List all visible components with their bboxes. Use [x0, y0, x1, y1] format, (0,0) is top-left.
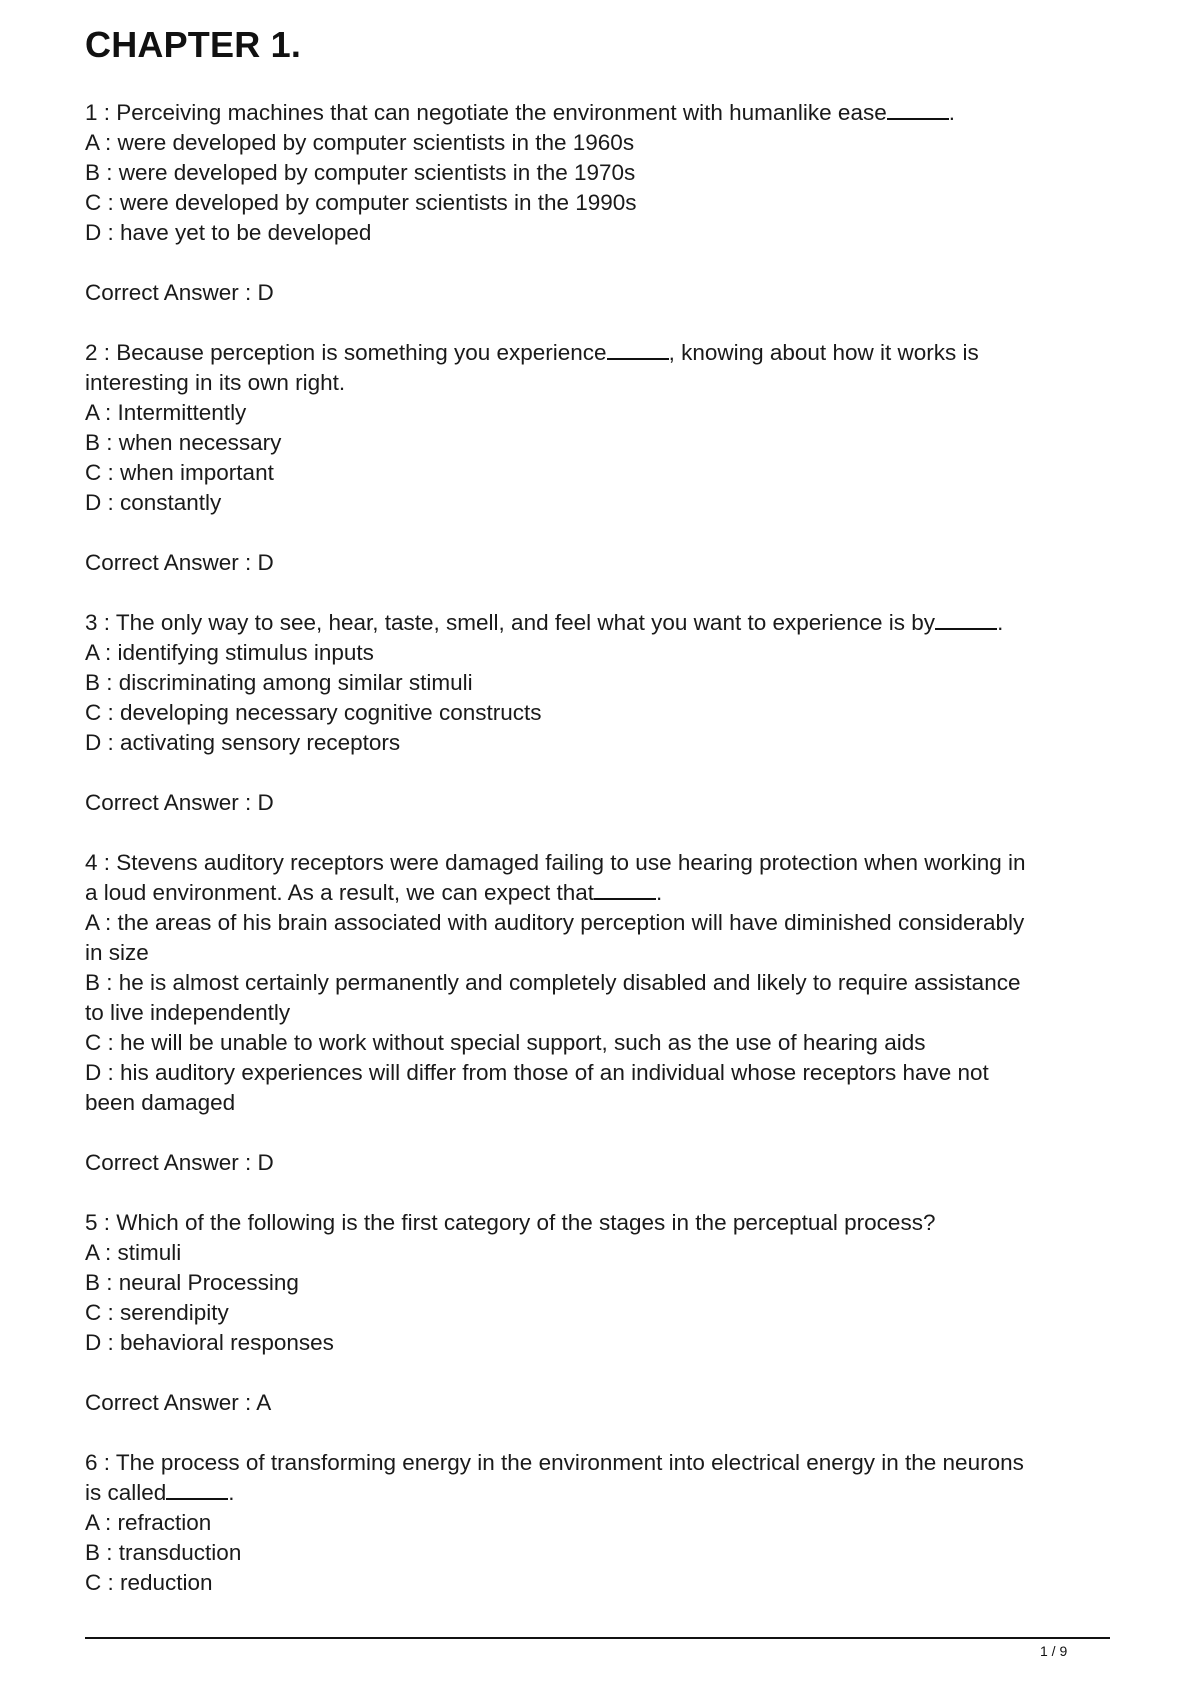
option-c: C : he will be unable to work without special support, such as the use of hearing aids [85, 1030, 926, 1055]
question-text-part: . [656, 880, 663, 905]
question-text: 6 : The process of transforming energy in the environment into electrical energy in the neurons [85, 1450, 1024, 1475]
footer-divider [85, 1637, 1110, 1639]
option-a: A : were developed by computer scientists in the 1960s [85, 130, 635, 155]
question-block [85, 608, 1105, 818]
option-a: A : identifying stimulus inputs [85, 640, 374, 665]
option-d: D : behavioral responses [85, 1330, 334, 1355]
question-text-part: . [997, 610, 1004, 635]
option-d: D : constantly [85, 490, 222, 515]
answer-blank [594, 880, 656, 900]
question-text-continued [85, 1478, 1105, 1508]
option-d: D : have yet to be developed [85, 220, 372, 245]
option-b: B : neural Processing [85, 1270, 299, 1295]
option-d-continued: been damaged [85, 1090, 236, 1115]
question-text-part: is called [85, 1480, 167, 1505]
question-block [85, 338, 1105, 578]
question-text-part: 2 : Because perception is something you experience [85, 340, 607, 365]
question-text-part: . [948, 100, 955, 125]
correct-answer: Correct Answer : D [85, 790, 274, 815]
question-text [85, 98, 1105, 128]
answer-blank [935, 610, 997, 630]
option-c: C : reduction [85, 1570, 213, 1595]
question-block [85, 98, 1105, 308]
question-text-part: , knowing about how it works is [668, 340, 979, 365]
option-a: A : the areas of his brain associated with auditory perception will have diminished considerably [85, 910, 1025, 935]
answer-blank [607, 340, 669, 360]
option-b: B : were developed by computer scientists in the 1970s [85, 160, 636, 185]
question-block [85, 848, 1105, 1178]
option-b: B : transduction [85, 1540, 242, 1565]
question-text-part: 3 : The only way to see, hear, taste, smell, and feel what you want to experience is by [85, 610, 936, 635]
question-text-part: . [228, 1480, 235, 1505]
option-a: A : refraction [85, 1510, 212, 1535]
correct-answer: Correct Answer : D [85, 280, 274, 305]
option-c: C : serendipity [85, 1300, 229, 1325]
option-a-continued: in size [85, 940, 149, 965]
chapter-title: CHAPTER 1. [85, 24, 302, 65]
option-b: B : discriminating among similar stimuli [85, 670, 473, 695]
answer-blank [166, 1480, 228, 1500]
question-text: 4 : Stevens auditory receptors were damaged failing to use hearing protection when working in [85, 850, 1026, 875]
option-d: D : activating sensory receptors [85, 730, 401, 755]
question-text-part: a loud environment. As a result, we can expect that [85, 880, 595, 905]
question-block [85, 1448, 1105, 1598]
question-text-continued: interesting in its own right. [85, 370, 346, 395]
question-text-part: 1 : Perceiving machines that can negotiate the environment with humanlike ease [85, 100, 887, 125]
option-b: B : he is almost certainly permanently and completely disabled and likely to require assistance [85, 970, 1021, 995]
question-text [85, 608, 1105, 638]
option-a: A : Intermittently [85, 400, 247, 425]
page-number: 1 / 9 [1040, 1643, 1068, 1659]
question-text-continued [85, 878, 1105, 908]
question-text: 5 : Which of the following is the first category of the stages in the perceptual process? [85, 1210, 936, 1235]
option-d: D : his auditory experiences will differ from those of an individual whose receptors have not [85, 1060, 989, 1085]
question-text [85, 338, 1105, 368]
option-c: C : were developed by computer scientists in the 1990s [85, 190, 637, 215]
option-b: B : when necessary [85, 430, 282, 455]
answer-blank [887, 100, 949, 120]
option-b-continued: to live independently [85, 1000, 291, 1025]
option-c: C : developing necessary cognitive constructs [85, 700, 542, 725]
question-list [85, 98, 1105, 1628]
correct-answer: Correct Answer : A [85, 1390, 272, 1415]
correct-answer: Correct Answer : D [85, 550, 274, 575]
question-block [85, 1208, 1105, 1418]
option-c: C : when important [85, 460, 274, 485]
option-a: A : stimuli [85, 1240, 182, 1265]
correct-answer: Correct Answer : D [85, 1150, 274, 1175]
